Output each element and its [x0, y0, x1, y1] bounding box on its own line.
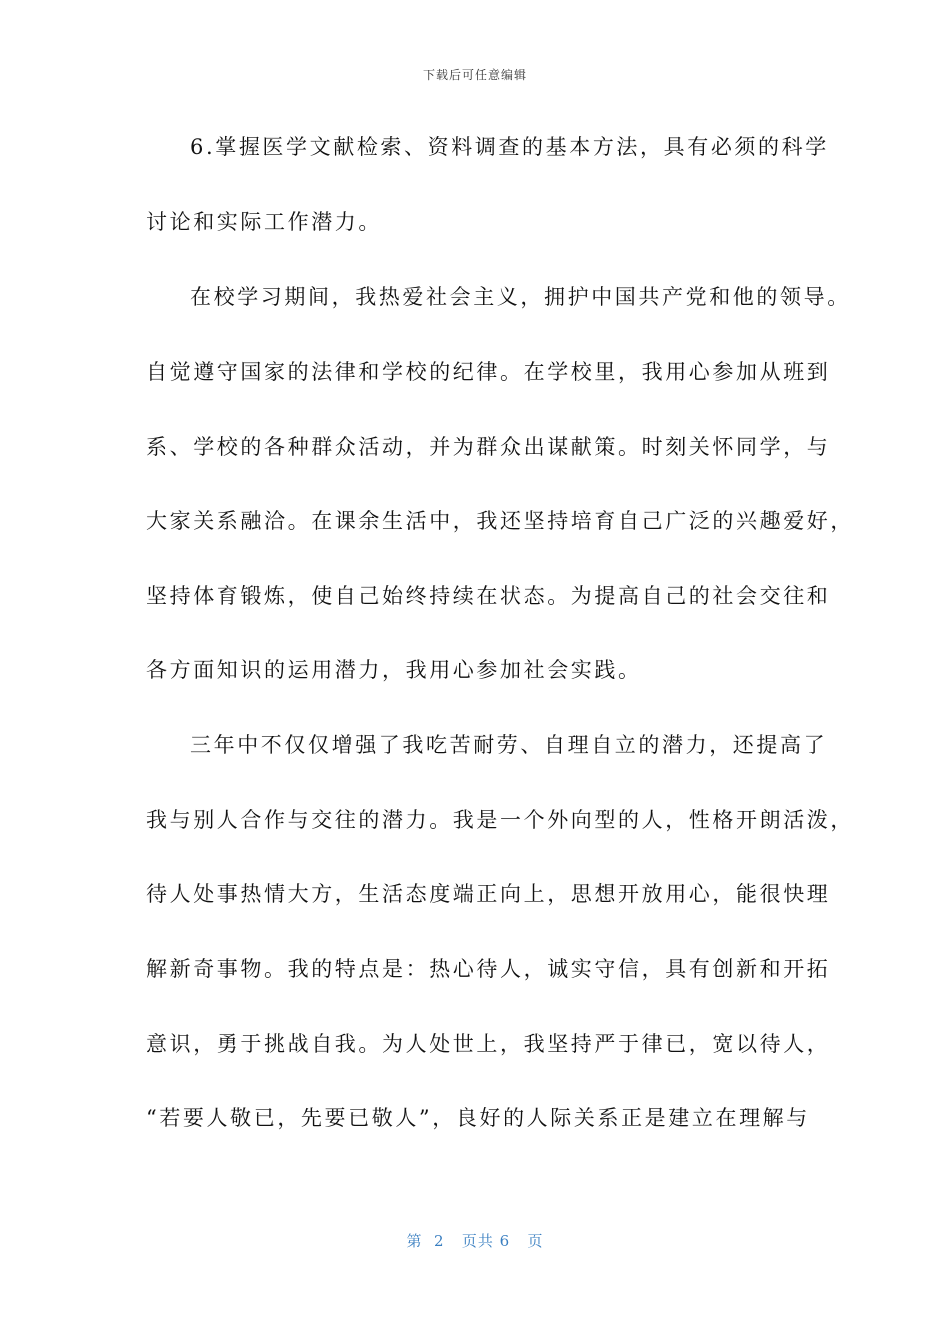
text-line-2: 讨论和实际工作潜力。	[146, 210, 382, 234]
text-line-6: 大家关系融洽。在课余生活中，我还坚持培育自己广泛的兴趣爱好，	[146, 509, 854, 533]
text-line-11: 待人处事热情大方，生活态度端正向上，思想开放用心，能很快理	[146, 882, 831, 906]
text-line-5: 系、学校的各种群众活动，并为群众出谋献策。时刻关怀同学，与	[146, 435, 831, 459]
text-line-10: 我与别人合作与交往的潜力。我是一个外向型的人，性格开朗活泼，	[146, 808, 854, 832]
text-line-7: 坚持体育锻炼，使自己始终持续在状态。为提高自己的社会交往和	[146, 584, 831, 608]
text-line-9: 三年中不仅仅增强了我吃苦耐劳、自理自立的潜力，还提高了	[190, 733, 828, 757]
page-footer: 第 2 页共 6 页	[406, 1232, 544, 1250]
text-line-13: 意识，勇于挑战自我。为人处世上，我坚持严于律已，宽以待人，	[146, 1032, 831, 1056]
text-line-8: 各方面知识的运用潜力，我用心参加社会实践。	[146, 658, 642, 682]
text-line-14: “若要人敬已，先要已敬人”，良好的人际关系正是建立在理解与	[146, 1106, 810, 1130]
text-line-4: 自觉遵守国家的法律和学校的纪律。在学校里，我用心参加从班到	[146, 360, 831, 384]
text-line-1: 6.掌握医学文献检索、资料调查的基本方法，具有必须的科学	[190, 135, 829, 159]
text-line-12: 解新奇事物。我的特点是：热心待人，诚实守信，具有创新和开拓	[146, 957, 831, 981]
page-header: 下载后可任意编辑	[422, 68, 527, 82]
text-line-3: 在校学习期间，我热爱社会主义，拥护中国共产党和他的领导。	[190, 285, 851, 309]
